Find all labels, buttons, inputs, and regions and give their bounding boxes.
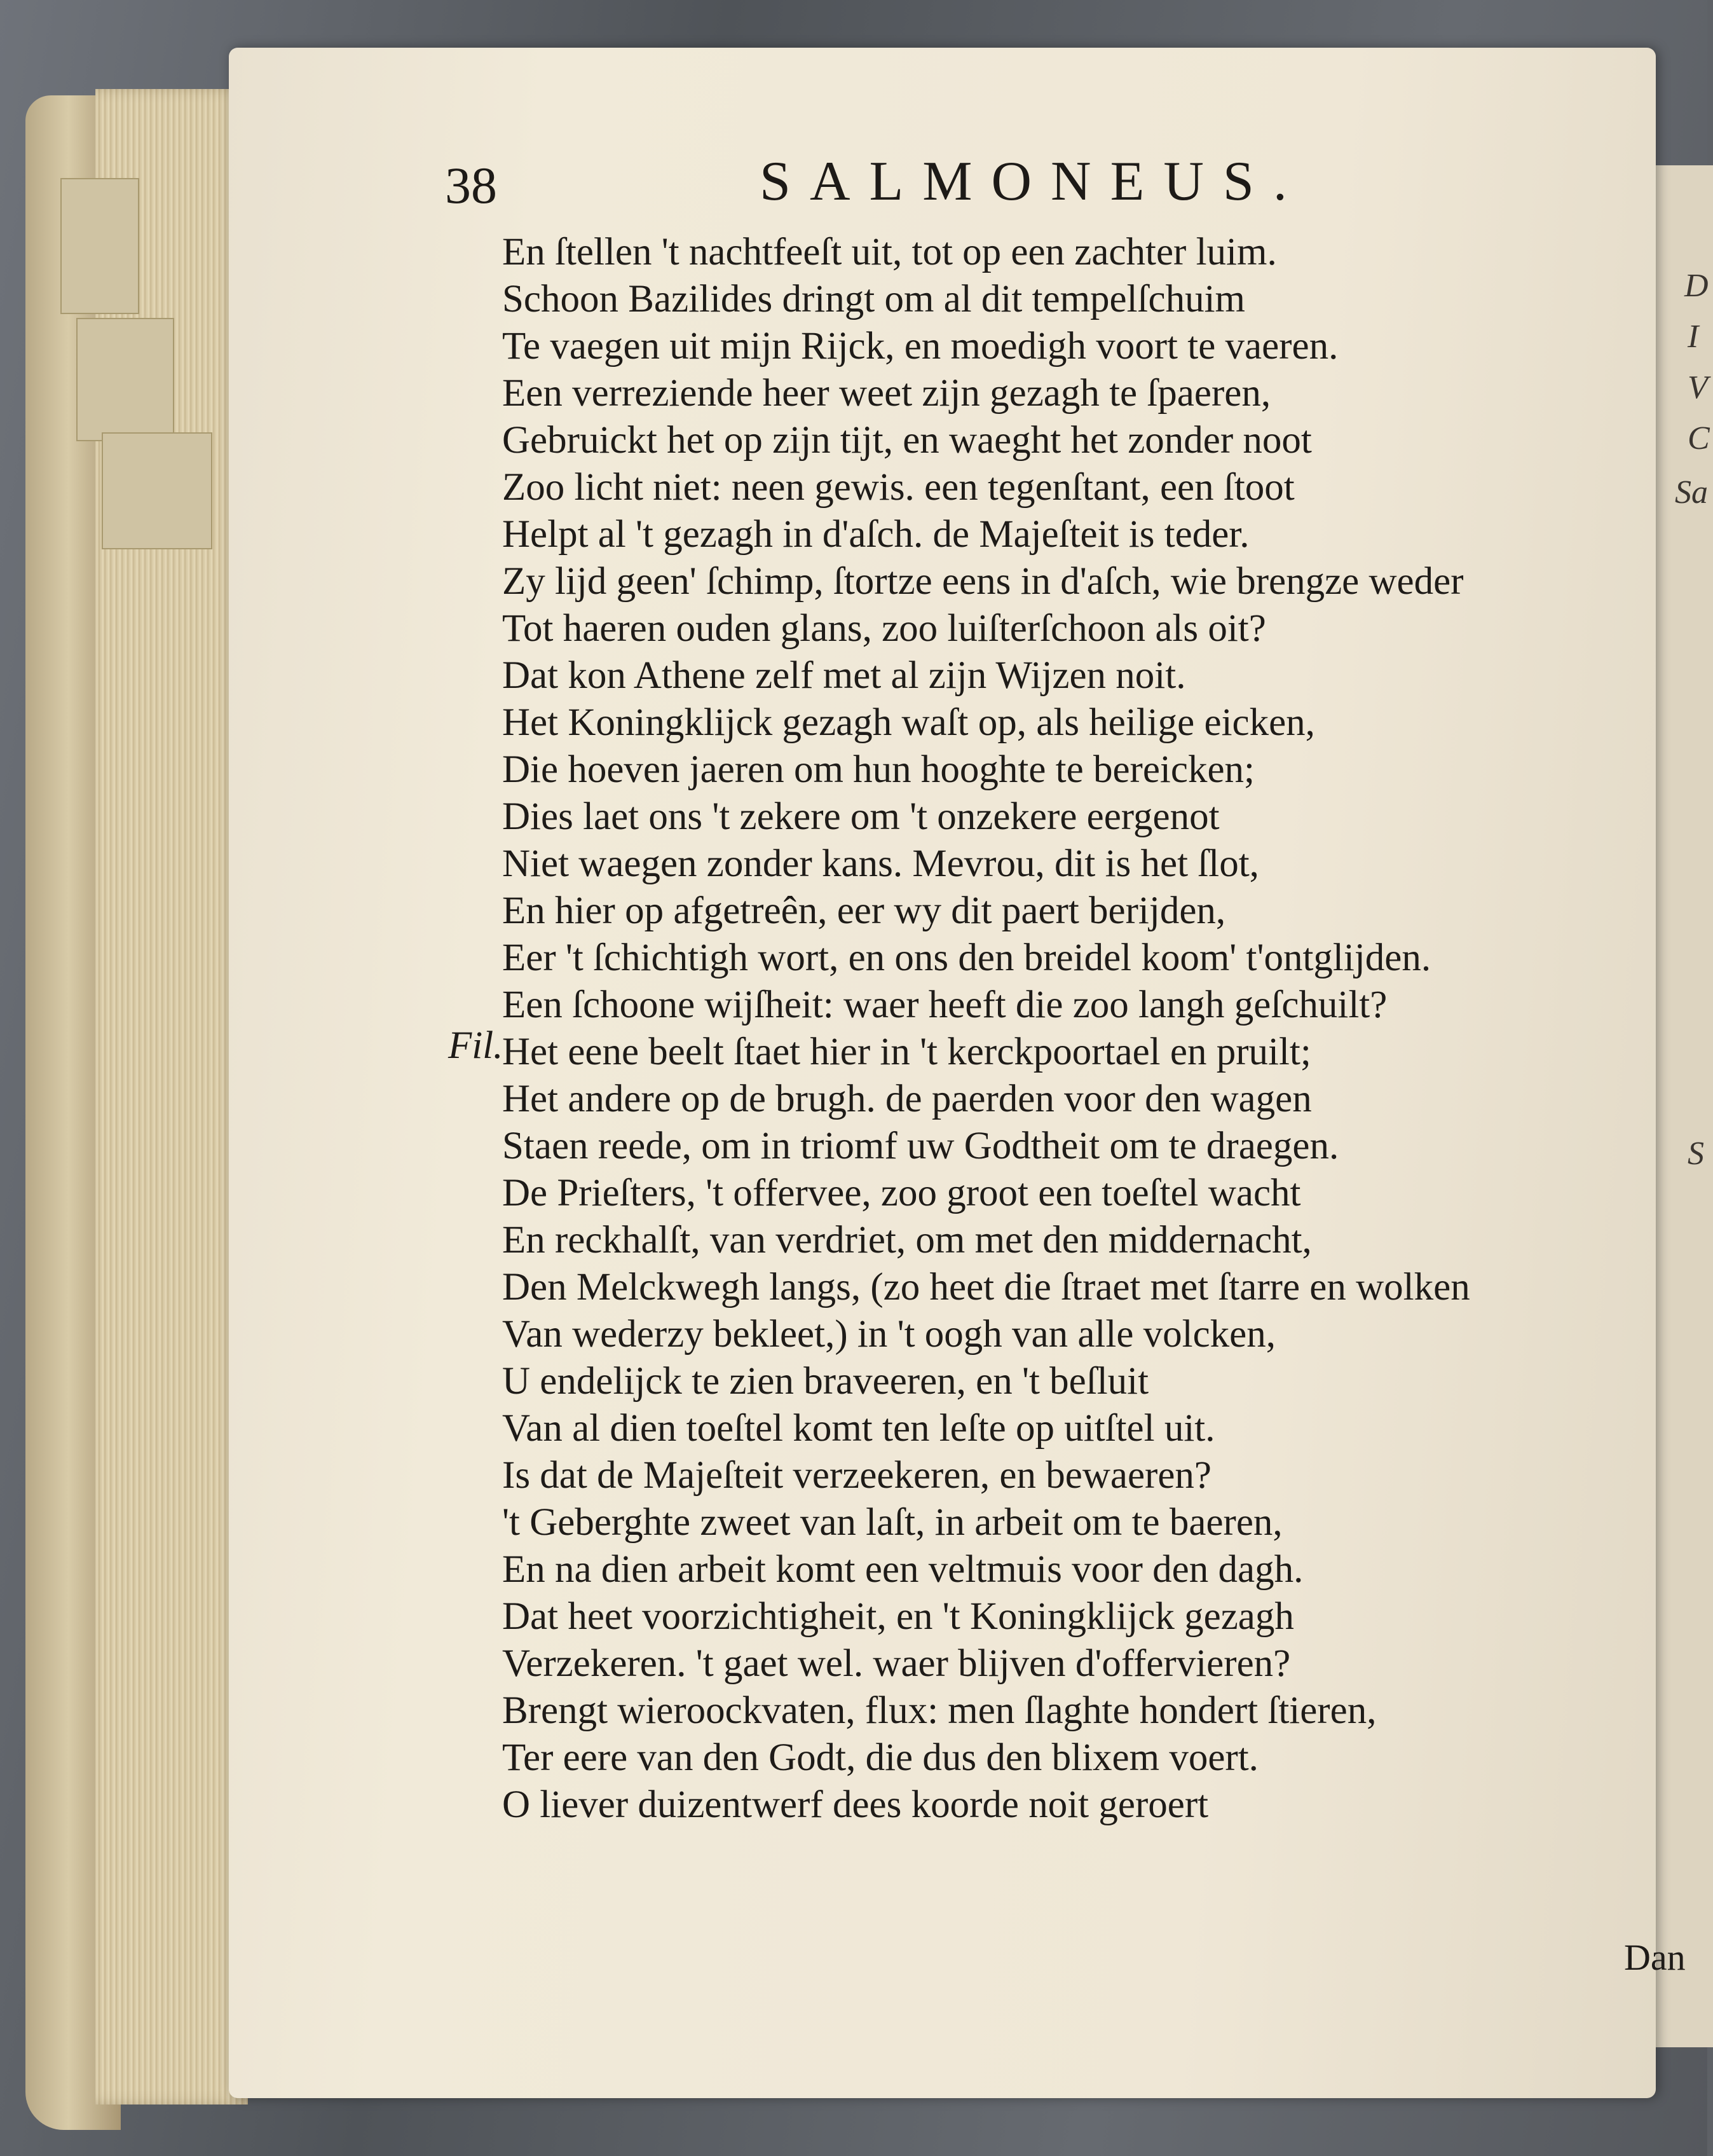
verse-line: 't Geberghte zweet van laſt, in arbeit om te baeren,: [502, 1501, 1283, 1544]
verse-line: Ter eere van den Godt, die dus den blixem voert.: [502, 1736, 1259, 1779]
verse-line: Eer 't ſchichtigh wort, en ons den breidel koom' t'ontglijden.: [502, 937, 1431, 979]
verse-line: Zy lijd geen' ſchimp, ſtortze eens in d'aſch, wie brengze weder: [502, 560, 1464, 603]
verse-line: U endelijck te zien braveeren, en 't beſluit: [502, 1360, 1149, 1403]
verse-line: Helpt al 't gezagh in d'aſch. de Majeſteit is teder.: [502, 513, 1250, 556]
verse-line: Die hoeven jaeren om hun hooghte te bereicken;: [502, 748, 1255, 791]
verse-line: Tot haeren ouden glans, zoo luiſterſchoon als oit?: [502, 607, 1266, 650]
verse-line: Verzekeren. 't gaet wel. waer blijven d'offervieren?: [502, 1642, 1291, 1685]
paper-tab: [102, 432, 212, 549]
verse-line: Een verreziende heer weet zijn gezagh te ſpaeren,: [502, 372, 1271, 415]
verse-line: Een ſchoone wijſheit: waer heeft die zoo langh geſchuilt?: [502, 984, 1388, 1026]
verse-line: Is dat de Majeſteit verzeekeren, en bewaeren?: [502, 1454, 1211, 1497]
facing-page-glyph: I: [1688, 319, 1699, 355]
catchword: Dan: [1624, 1937, 1686, 1978]
verse-line: Schoon Bazilides dringt om al dit tempelſchuim: [502, 278, 1245, 320]
verse-line: Dat heet voorzichtigheit, en 't Koningklijck gezagh: [502, 1595, 1294, 1638]
verse-line: O liever duizentwerf dees koorde noit geroert: [502, 1783, 1209, 1826]
verse-line: Te vaegen uit mijn Rijck, en moedigh voort te vaeren.: [502, 325, 1339, 367]
verse-line: Het Koningklijck gezagh waſt op, als heilige eicken,: [502, 701, 1315, 744]
verse-line: Van al dien toeſtel komt ten leſte op uitſtel uit.: [502, 1407, 1215, 1450]
verse-line: En ſtellen 't nachtfeeſt uit, tot op een zachter luim.: [502, 231, 1277, 273]
verse-line: Brengt wieroockvaten, flux: men ſlaghte hondert ſtieren,: [502, 1689, 1377, 1732]
facing-page-glyph: S: [1688, 1136, 1704, 1172]
paper-tab: [76, 318, 174, 441]
running-title: SALMONEUS.: [760, 151, 1306, 212]
verse-line: Dies laet ons 't zekere om 't onzekere eergenot: [502, 795, 1220, 838]
verse-line: Staen reede, om in triomf uw Godtheit om te draegen.: [502, 1125, 1339, 1167]
paper-tab: [60, 178, 139, 314]
verse-line: Dat kon Athene zelf met al zijn Wijzen noit.: [502, 654, 1186, 697]
facing-page-glyph: V: [1688, 369, 1708, 406]
verse-line: De Prieſters, 't offervee, zoo groot een toeſtel wacht: [502, 1172, 1301, 1214]
verse-line: Niet waegen zonder kans. Mevrou, dit is het ſlot,: [502, 842, 1259, 885]
verse-text: [502, 229, 1646, 1829]
verse-line: Den Melckwegh langs, (zo heet die ſtraet met ſtarre en wolken: [502, 1266, 1470, 1308]
facing-page-glyph: Sa: [1675, 474, 1708, 511]
verse-line: Zoo licht niet: neen gewis. een tegenſtant, een ſtoot: [502, 466, 1295, 509]
facing-page-glyph: C: [1688, 420, 1710, 457]
page-number: 38: [445, 156, 497, 214]
verse-line: Van wederzy bekleet,) in 't oogh van alle volcken,: [502, 1313, 1276, 1356]
verse-line: En reckhalſt, van verdriet, om met den middernacht,: [502, 1219, 1312, 1261]
verse-line: Gebruickt het op zijn tijt, en waeght het zonder noot: [502, 419, 1312, 462]
verse-line: Het andere op de brugh. de paerden voor den wagen: [502, 1078, 1312, 1120]
facing-page-glyph: D: [1684, 268, 1709, 304]
verse-line: En na dien arbeit komt een veltmuis voor den dagh.: [502, 1548, 1304, 1591]
verse-line: En hier op afgetreên, eer wy dit paert berijden,: [502, 889, 1226, 932]
verse-line: Het eene beelt ſtaet hier in 't kerckpoortael en pruilt;: [502, 1031, 1311, 1073]
speaker-label: Fil.: [448, 1024, 503, 1067]
